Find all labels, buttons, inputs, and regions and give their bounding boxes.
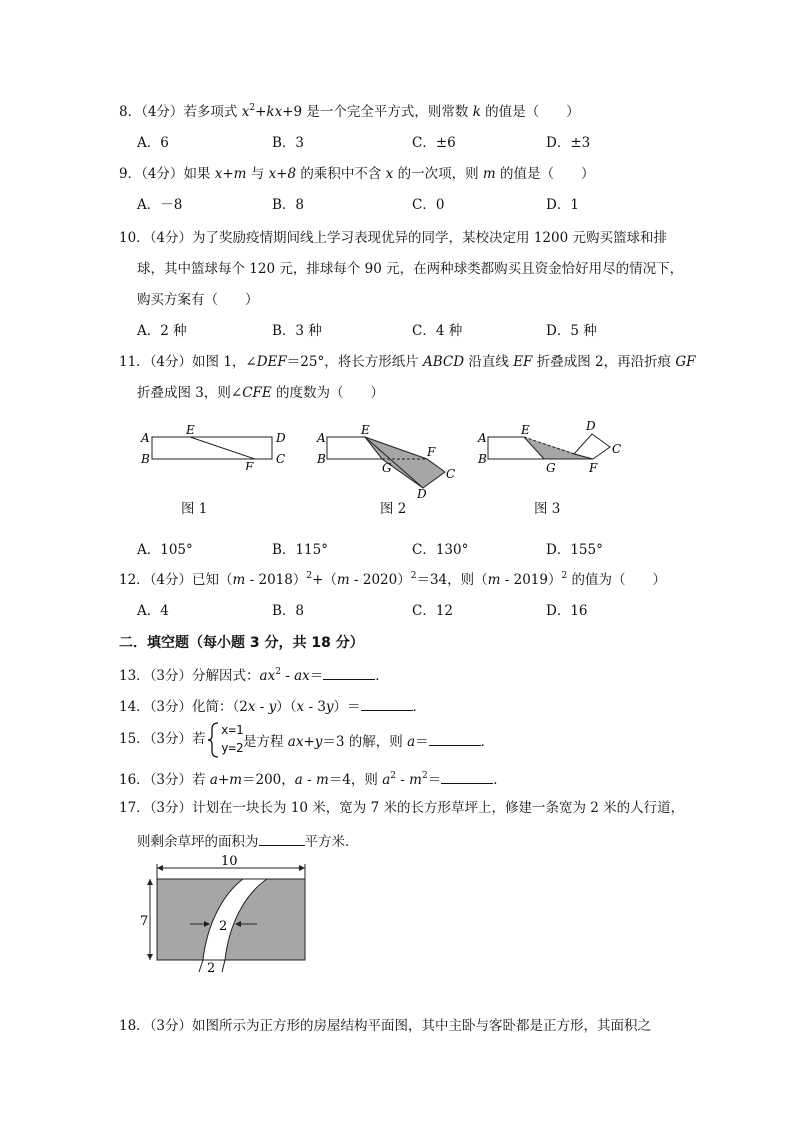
fig1-label-f: F [245,460,254,470]
path-width-label: 2 [219,919,228,934]
length-arrow-right [299,865,305,871]
fig3-label-f: F [589,461,598,475]
figure-2-svg [315,420,465,500]
figure-1-line-ef [190,437,255,459]
q12-option-a[interactable]: A．4 [137,603,169,619]
fig3-label-g: G [546,461,556,475]
q18-stem: 18．（3分）如图所示为正方形的房屋结构平面图，其中主卧与客卧都是正方形，其面积之 [119,1018,652,1034]
q15-system-brace [207,722,221,762]
q10-option-c[interactable]: C．4 种 [412,323,463,339]
q14-answer-blank[interactable] [361,698,413,711]
q11-caption-3: 图 3 [534,501,561,517]
q11-caption-2: 图 2 [380,501,407,517]
fig2-label-c: C [446,467,456,481]
q17-figure [135,854,315,974]
width-label: 7 [140,914,149,929]
fig1-label-d: D [276,431,286,445]
q17-figure-svg [135,854,315,974]
q15-system-eq1: x=1 [221,722,244,737]
q11-option-b[interactable]: B．115° [272,542,328,558]
fig1-label-c: C [276,452,286,466]
q17-stem-line1: 17．（3分）计划在一块长为 10 米，宽为 7 米的长方形草坪上，修建一条宽为 2 米的人行道， [119,800,685,816]
brace-path [208,723,218,757]
figure-1-rect [152,437,272,459]
fig2-label-b: B [317,452,326,466]
q15-answer-blank[interactable] [429,733,481,746]
length-arrow-left [157,865,163,871]
q8-option-a[interactable]: A．6 [137,135,169,151]
path-base-label: 2 [207,961,216,974]
q11-option-c[interactable]: C．130° [412,542,469,558]
q9-option-a[interactable]: A．－8 [137,197,183,213]
q11-figure-2 [315,420,465,500]
q17-answer-blank[interactable] [259,833,305,846]
q10-stem-line2: 球，其中篮球每个 120 元，排球每个 90 元，在两种球类都购买且资金恰好用尽的情况下， [137,261,684,277]
brace-svg [207,722,221,758]
q8-option-c[interactable]: C．±6 [412,135,456,151]
q11-stem-line1: 11．（4分）如图 1，∠DEF＝25°，将长方形纸片 ABCD 沿直线 EF 折叠成图 2，再沿折痕 GF [119,354,696,370]
q9-stem: 9．（4分）如果 x+m 与 x+8 的乘积中不含 x 的一次项，则 m 的值是（ ） [119,166,595,182]
fig1-label-a: A [141,431,150,445]
q15-system-eq2: y=2 [221,740,244,755]
path-edge-right-ext [222,960,225,972]
q11-figure-1 [138,420,298,470]
q9-option-d[interactable]: D．1 [546,197,579,213]
q16-stem: 16．（3分）若 a+m＝200，a - m＝4，则 $a^2 - m^2=$ ． [119,771,507,788]
q10-stem-line1: 10．（4分）为了奖励疫情期间线上学习表现优异的同学，某校决定用 1200 元购买篮球和排 [119,230,667,246]
fig3-label-c: C [612,442,622,456]
fig3-label-e: E [521,423,530,437]
q10-option-a[interactable]: A．2 种 [137,323,187,339]
q13-answer-blank[interactable] [323,667,375,680]
q16-answer-blank[interactable] [441,771,493,784]
q9-option-c[interactable]: C．0 [412,197,445,213]
q10-option-d[interactable]: D．5 种 [546,323,597,339]
q8-option-d[interactable]: D．±3 [546,135,591,151]
q12-option-d[interactable]: D．16 [546,603,588,619]
fig3-label-a: A [478,431,487,445]
fig2-label-g: G [382,461,392,475]
q17-stem-line2: 则剩余草坪的面积为 平方米． [137,834,359,850]
section-2-heading: 二．填空题（每小题 3 分，共 18 分） [119,635,364,651]
q15-stem-tail: 是方程 ax+y＝3 的解，则 a＝ ． [243,734,495,750]
path-edge-left-ext [199,960,203,972]
q14-stem: 14．（3分）化简：（2x - y）（x - 3y）＝ ． [119,699,427,715]
q11-option-a[interactable]: A．105° [137,542,193,558]
fig3-label-d: D [586,419,596,433]
width-arrow-top [147,879,153,885]
fig1-label-b: B [141,452,150,466]
q12-option-b[interactable]: B．8 [272,603,305,619]
q12-stem: 12．（4分）已知（m - 2018）$^2$+（m - 2020）$^2$＝34，则（m - 2019）$^2$ 的值为（ ） [119,571,667,588]
q11-caption-1: 图 1 [181,501,208,517]
fig2-label-a: A [317,431,326,445]
q10-stem-line3: 购买方案有（ ） [137,292,259,308]
q11-stem-line2: 折叠成图 3，则∠CFE 的度数为（ ） [137,385,385,401]
q8-stem: 8．（4分）若多项式 $x^2+kx+9$ 是一个完全平方式，则常数 k 的值是（ ） [119,103,580,120]
q9-option-b[interactable]: B．8 [272,197,305,213]
q8-option-b[interactable]: B．3 [272,135,305,151]
q11-option-d[interactable]: D．155° [546,542,603,558]
fig2-label-f: F [427,445,436,459]
q11-figure-3 [476,412,636,482]
fig2-label-e: E [361,423,370,437]
fig3-label-b: B [478,452,487,466]
q13-stem: 13．（3分）分解因式：$ax^2 - ax=$ ． [119,667,389,684]
fig2-label-d: D [417,487,427,500]
length-label: 10 [221,854,238,869]
q15-stem-head: 15．（3分）若 [119,731,206,747]
fig1-label-e: E [186,423,195,437]
q10-option-b[interactable]: B．3 种 [272,323,322,339]
q12-option-c[interactable]: C．12 [412,603,454,619]
figure-3-svg [476,412,636,482]
width-arrow-bottom [147,954,153,960]
figure-1-svg [138,420,298,470]
